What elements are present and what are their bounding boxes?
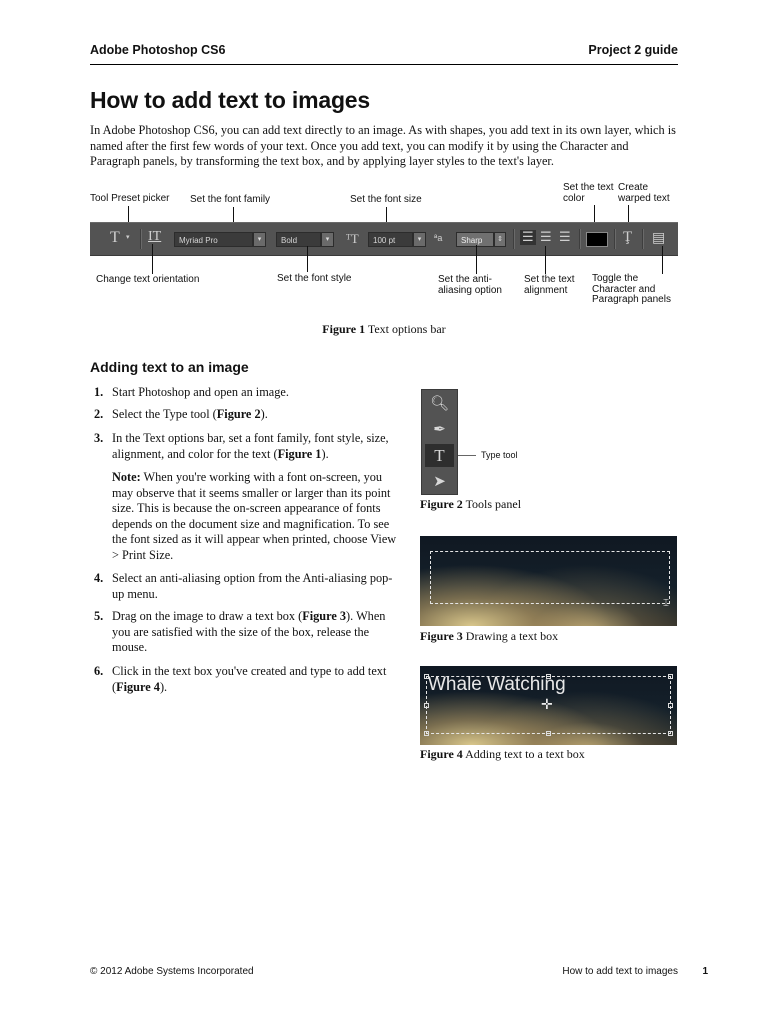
label-alignment [524, 275, 575, 296]
color-swatch[interactable] [586, 232, 608, 247]
step-number: 1. [94, 385, 104, 399]
separator [140, 229, 142, 249]
figure-2-caption: Figure 2 Tools panel [420, 497, 522, 511]
anti-alias-dropdown-arrow[interactable]: ⇕ [494, 232, 506, 247]
align-right-icon[interactable]: ☰ [559, 230, 571, 245]
type-tool-callout: Type tool [481, 450, 518, 460]
warp-text-icon[interactable]: Ţ [623, 229, 633, 245]
step-number: 5. [94, 609, 104, 623]
label-toggle-line3: Paragraph panels [592, 294, 671, 305]
figure-3-image[interactable] [420, 536, 677, 626]
list-item [90, 664, 400, 695]
step-text: Select an anti-aliasing option from the Anti-aliasing pop-up menu. [112, 571, 393, 601]
note-text: When you're working with a font on-screen, you may observe that it seems smaller or larger than its point size. This is because the on-screen appearance of fonts depends on the document size and magnification. To see the font sized as it will appear when printed, choose View > Print Size. [112, 470, 397, 562]
label-toggle-line2: Character and [592, 283, 656, 295]
label-warped-line2: warped text [618, 192, 670, 204]
align-left-icon[interactable]: ☰ [522, 230, 534, 245]
figure-1-caption [0, 322, 768, 337]
leader-font-style [307, 246, 308, 272]
list-item [90, 431, 400, 462]
label-font-size: Set the font size [350, 194, 422, 205]
label-text-color-line1: Set the text [563, 182, 614, 193]
leader-tool-preset [128, 206, 129, 222]
label-toggle-line1: Toggle the [592, 273, 639, 284]
step-text: In the Text options bar, set a font family, font style, size, alignment, and color for the text (Figure 1). [112, 431, 389, 461]
quick-select-icon[interactable]: 🔍︎ [429, 394, 450, 412]
whale-watching-text[interactable]: Whale Watching [428, 674, 566, 695]
font-size-dropdown-arrow[interactable]: ▾ [413, 232, 426, 247]
anti-alias-icon: ªa [434, 233, 443, 243]
step-number: 6. [94, 664, 104, 678]
leader-alignment [545, 246, 546, 274]
step-text: Drag on the image to draw a text box (Figure 3). When you are satisfied with the size of the box, release the mouse. [112, 609, 386, 654]
label-warped-line1: Create [618, 182, 649, 193]
text-orientation-icon[interactable]: IT [148, 229, 162, 244]
label-tool-preset: Tool Preset picker [90, 193, 170, 204]
align-center-icon[interactable]: ☰ [540, 230, 552, 245]
leader-orientation [152, 244, 153, 274]
panels-icon[interactable]: ▤ [652, 230, 666, 246]
footer-doc-title: How to add text to images [562, 966, 678, 977]
text-options-bar [90, 222, 678, 256]
list-item [90, 385, 400, 401]
resize-handle[interactable] [668, 703, 673, 708]
font-family-dropdown-arrow[interactable]: ▾ [253, 232, 266, 247]
leader-anti-alias [476, 245, 477, 274]
label-toggle-panels [592, 274, 671, 306]
label-anti-alias [438, 275, 502, 296]
resize-handle[interactable] [668, 674, 673, 679]
label-anti-alias-line1: Set the anti- [438, 274, 492, 285]
label-warped-text [618, 183, 670, 204]
figure-4-image[interactable] [420, 666, 677, 745]
label-text-color [563, 183, 614, 204]
list-item [90, 609, 400, 656]
label-text-color-line2: color [563, 192, 585, 204]
font-size-select[interactable]: 100 pt [368, 232, 413, 247]
header-divider [90, 64, 678, 65]
footer-copyright: © 2012 Adobe Systems Incorporated [90, 966, 254, 977]
text-box-marquee[interactable] [430, 551, 670, 604]
label-anti-alias-line2: aliasing option [438, 284, 502, 296]
note-label: Note: [112, 470, 141, 484]
type-tool-icon[interactable]: T [425, 444, 454, 467]
resize-handle[interactable] [546, 731, 551, 736]
page-title: How to add text to images [90, 87, 370, 113]
anti-alias-select[interactable]: Sharp [456, 232, 494, 247]
font-style-select[interactable]: Bold [276, 232, 321, 247]
type-cursor-icon: ⌶ [663, 598, 669, 609]
resize-handle[interactable] [668, 731, 673, 736]
resize-handle[interactable] [424, 703, 429, 708]
step-text: Select the Type tool (Figure 2). [112, 407, 268, 421]
section-heading: Adding text to an image [90, 359, 249, 375]
path-selection-icon[interactable]: ➤ [433, 472, 446, 490]
intro-paragraph: In Adobe Photoshop CS6, you can add text directly to an image. As with shapes, you add text in its own layer, which is named after the first few words of your text. Once you add text, you can modify it by using the Character and Paragraph panels, by transforming the text box, and by applying layer styles to the text's layer. [90, 123, 676, 168]
note-paragraph [112, 470, 402, 563]
step-text: Click in the text box you've created and type to add text (Figure 4). [112, 664, 387, 694]
figure-1-label: Figure 1 [322, 322, 366, 336]
step-text: Start Photoshop and open an image. [112, 385, 289, 399]
figure-3-caption: Figure 3 Drawing a text box [420, 629, 559, 643]
leader-toggle-panels [662, 246, 663, 274]
step-number: 4. [94, 571, 104, 585]
label-orientation: Change text orientation [96, 274, 200, 285]
separator [642, 229, 644, 249]
move-crosshair-icon: ✛ [541, 697, 553, 713]
pen-tool-icon[interactable]: ✒ [433, 420, 446, 438]
tool-preset-arrow-icon[interactable]: ▾ [126, 233, 130, 241]
label-font-style: Set the font style [277, 273, 352, 284]
figure-1-text: Text options bar [365, 322, 446, 336]
font-family-select[interactable]: Myriad Pro [174, 232, 253, 247]
resize-handle[interactable] [424, 731, 429, 736]
list-item [90, 407, 400, 423]
step-number: 2. [94, 407, 104, 421]
font-style-dropdown-arrow[interactable]: ▾ [321, 232, 334, 247]
header-guide-label: Project 2 guide [588, 43, 678, 57]
page-number: 1 [702, 966, 708, 977]
type-tool-leader [458, 455, 476, 456]
label-alignment-line2: alignment [524, 284, 568, 296]
label-font-family: Set the font family [190, 194, 271, 205]
leader-font-family [233, 207, 234, 222]
separator [579, 229, 581, 249]
step-number: 3. [94, 431, 104, 445]
type-tool-icon[interactable]: T [110, 229, 120, 246]
header-title: Adobe Photoshop CS6 [90, 43, 226, 57]
leader-font-size [386, 207, 387, 222]
figure-4-caption: Figure 4 Adding text to a text box [420, 747, 585, 761]
tools-panel [421, 389, 458, 495]
font-size-icon: ᵀT [346, 231, 359, 246]
separator [614, 229, 616, 249]
list-item [90, 571, 400, 602]
label-alignment-line1: Set the text [524, 274, 575, 285]
separator [513, 229, 515, 249]
